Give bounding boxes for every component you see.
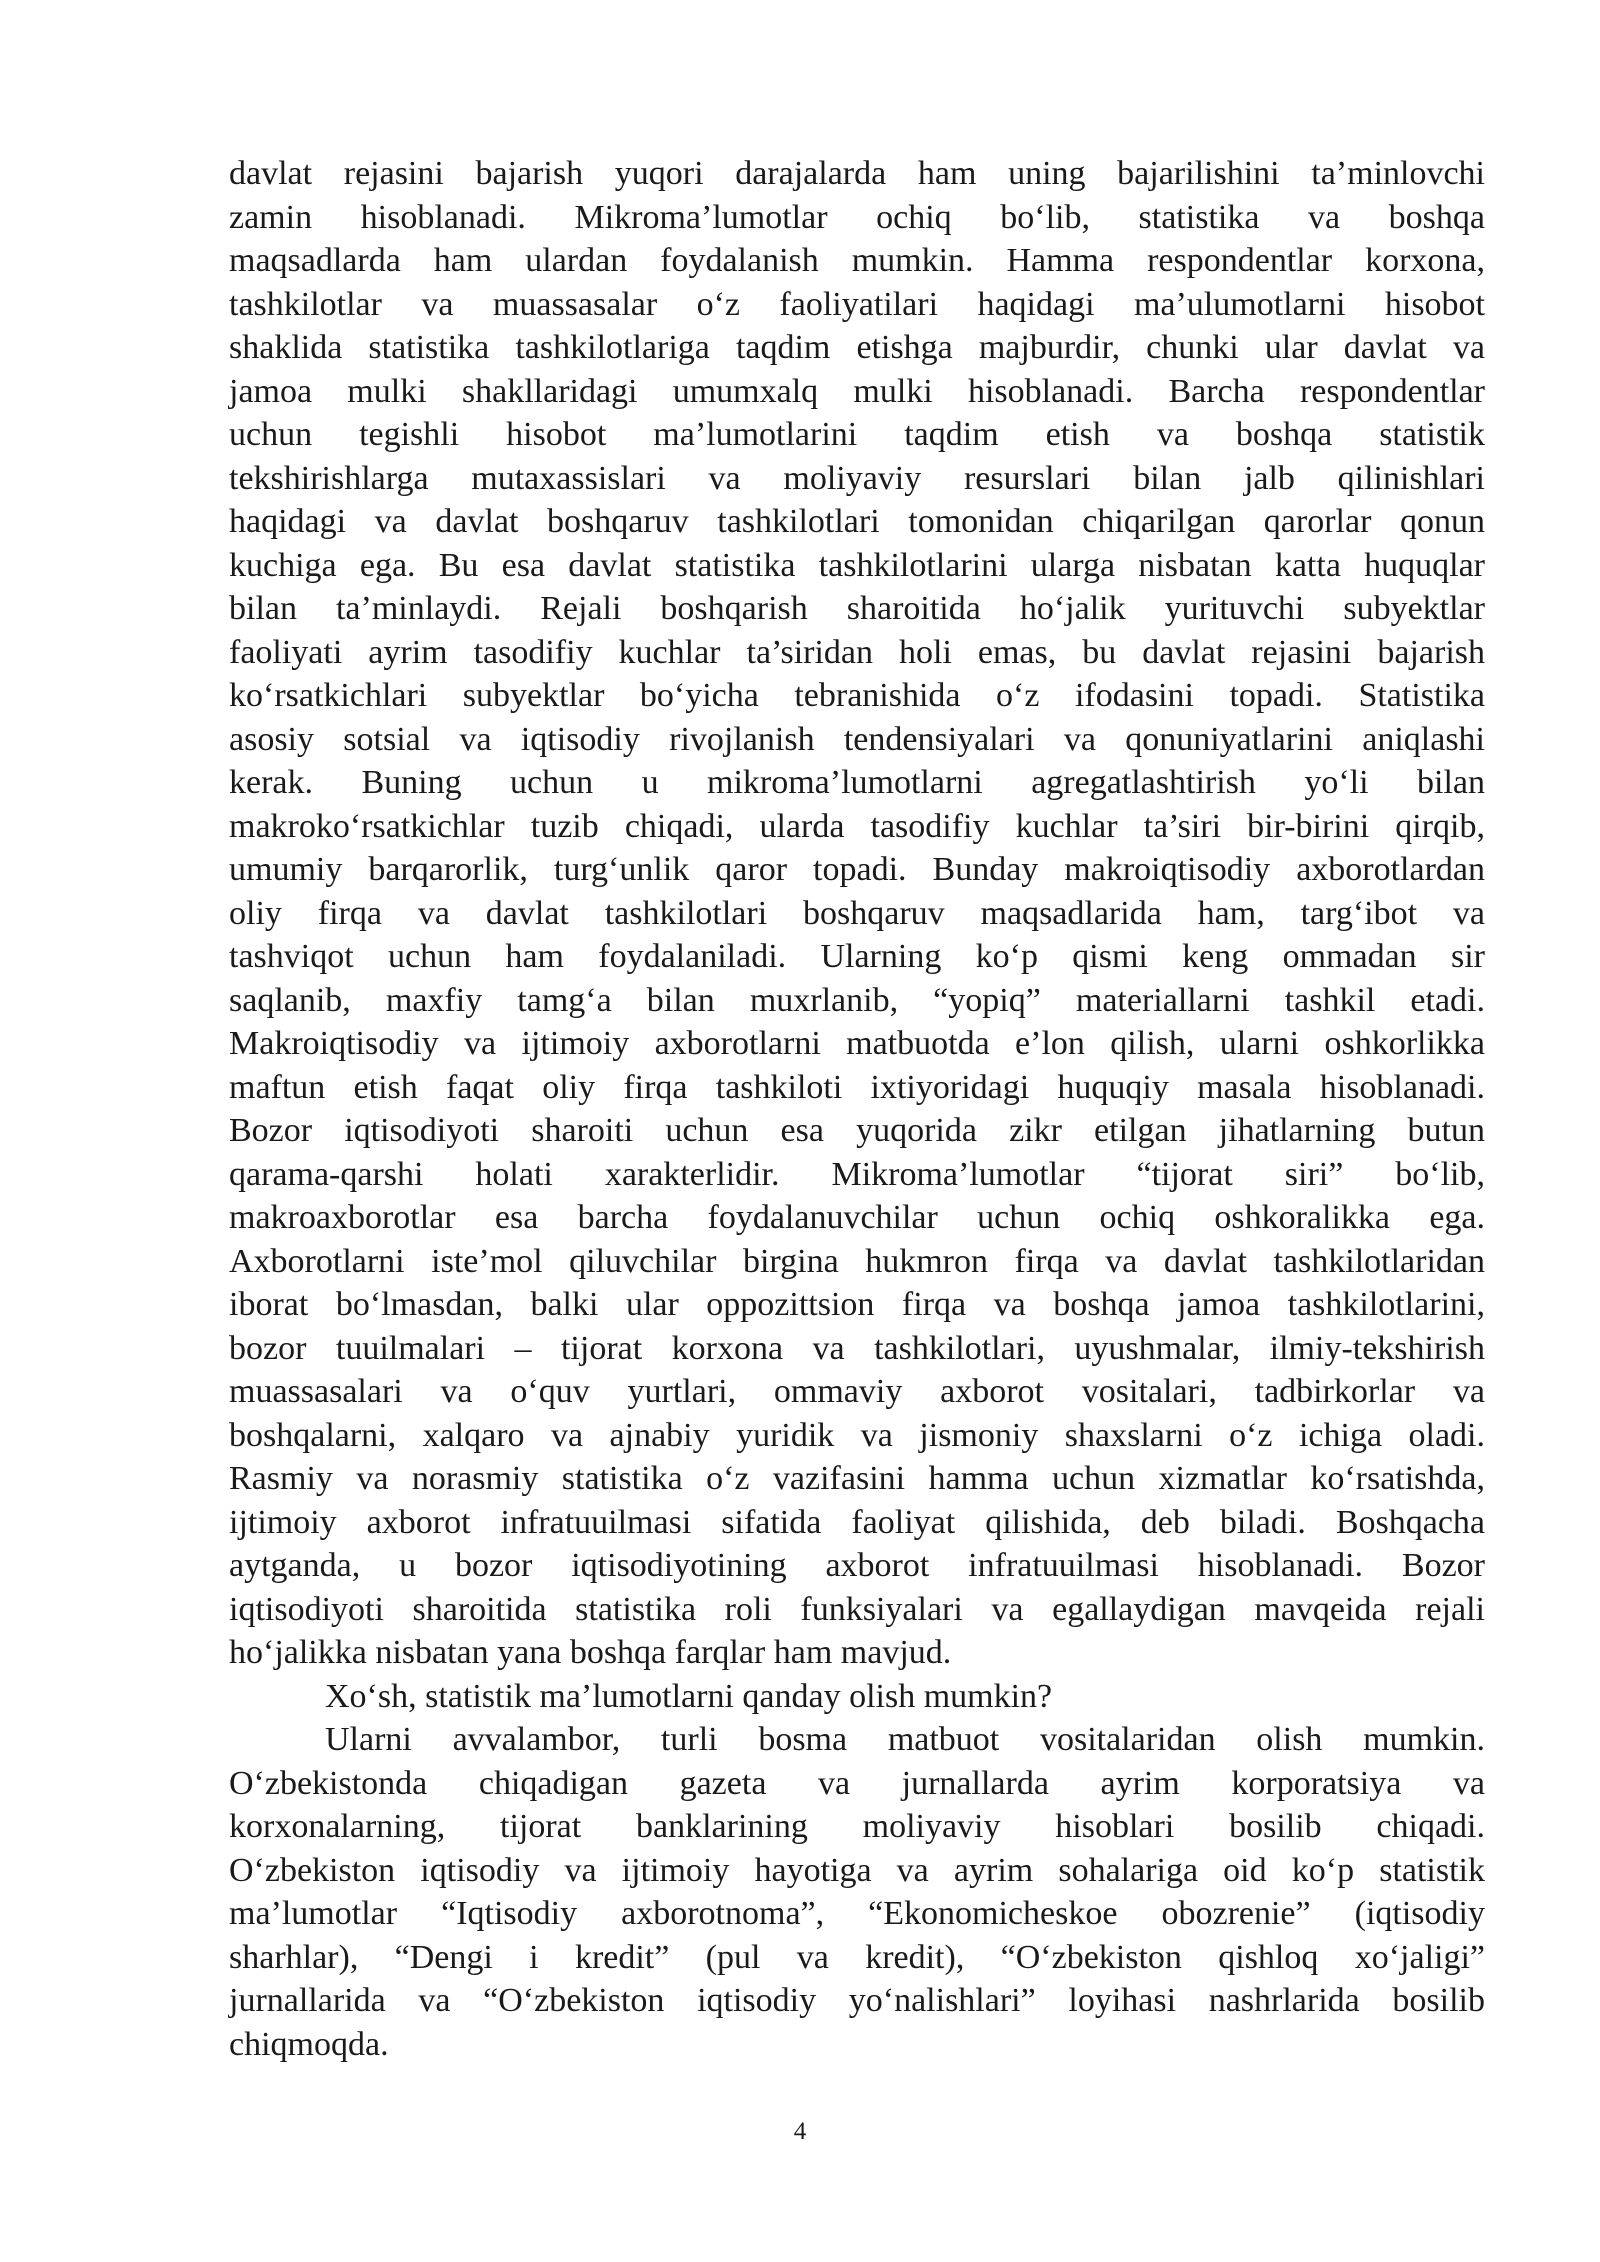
text-line: iborat bo‘lmasdan, balki ular oppozittsion firqa va boshqa jamoa tashkilotlarini, bbox=[229, 1286, 1485, 1323]
text-line: Axborotlarni iste’mol qiluvchilar birgina hukmron firqa va davlat tashkilotlaridan bbox=[229, 1242, 1485, 1280]
text-line: faoliyati ayrim tasodifiy kuchlar ta’siridan holi emas, bu davlat rejasini bajarish bbox=[229, 633, 1485, 671]
text-line: makroaxborotlar esa barcha foydalanuvchilar uchun ochiq oshkoralikka ega. bbox=[229, 1199, 1485, 1236]
text-line: O‘zbekiston iqtisodiy va ijtimoiy hayotiga va ayrim sohalariga oid ko‘p statistik bbox=[229, 1851, 1485, 1889]
text-line: bilan ta’minlaydi. Rejali boshqarish sharoitida ho‘jalik yurituvchi subyektlar bbox=[229, 590, 1485, 627]
text-line: asosiy sotsial va iqtisodiy rivojlanish tendensiyalari va qonuniyatlarini aniqlashi bbox=[229, 720, 1485, 758]
text-line: korxonalarning, tijorat banklarining moliyaviy hisoblari bosilib chiqadi. bbox=[229, 1808, 1485, 1845]
text-line: Ularni avvalambor, turli bosma matbuot vositalaridan olish mumkin. bbox=[325, 1721, 1485, 1758]
text-line: maftun etish faqat oliy firqa tashkiloti ixtiyoridagi huquqiy masala hisoblanadi. bbox=[229, 1068, 1485, 1106]
page-number: 4 bbox=[793, 2118, 807, 2145]
text-line: ijtimoiy axborot infratuuilmasi sifatida faoliyat qilishida, deb biladi. Boshqacha bbox=[229, 1503, 1485, 1541]
text-line: chiqmoqda. bbox=[229, 2025, 389, 2063]
text-line: muassasalari va o‘quv yurtlari, ommaviy axborot vositalari, tadbirkorlar va bbox=[229, 1373, 1485, 1410]
text-line: ma’lumotlar “Iqtisodiy axborotnoma”, “Ekonomicheskoe obozrenie” (iqtisodiy bbox=[229, 1895, 1485, 1932]
text-line: maqsadlarda ham ulardan foydalanish mumkin. Hamma respondentlar korxona, bbox=[229, 242, 1485, 279]
text-line: kerak. Buning uchun u mikroma’lumotlarni agregatlashtirish yo‘li bilan bbox=[229, 764, 1485, 801]
text-line: tashviqot uchun ham foydalaniladi. Ularning ko‘p qismi keng ommadan sir bbox=[229, 938, 1485, 975]
text-line: tekshirishlarga mutaxassislari va moliyaviy resurslari bilan jalb qilinishlari bbox=[229, 459, 1485, 497]
text-line: bozor tuuilmalari – tijorat korxona va tashkilotlari, uyushmalar, ilmiy-tekshirish bbox=[229, 1329, 1485, 1367]
text-line: Makroiqtisodiy va ijtimoiy axborotlarni matbuotda e’lon qilish, ularni oshkorlikka bbox=[229, 1025, 1485, 1062]
text-line: makroko‘rsatkichlar tuzib chiqadi, ularda tasodifiy kuchlar ta’siri bir-birini qirqib, bbox=[229, 807, 1485, 845]
text-line: boshqalarni, xalqaro va ajnabiy yuridik va jismoniy shaxslarni o‘z ichiga oladi. bbox=[229, 1416, 1485, 1454]
text-line: haqidagi va davlat boshqaruv tashkilotlari tomonidan chiqarilgan qarorlar qonun bbox=[229, 503, 1485, 540]
paragraph bbox=[229, 1675, 1485, 1719]
text-line: jamoa mulki shakllaridagi umumxalq mulki hisoblanadi. Barcha respondentlar bbox=[229, 372, 1485, 410]
text-line: jurnallarida va “O‘zbekiston iqtisodiy yo‘nalishlari” loyihasi nashrlarida bosilib bbox=[229, 1982, 1485, 2019]
text-line: saqlanib, maxfiy tamg‘a bilan muxrlanib, “yopiq” materiallarni tashkil etadi. bbox=[229, 981, 1485, 1019]
body-text bbox=[229, 152, 1485, 2066]
text-line: qarama-qarshi holati xarakterlidir. Mikroma’lumotlar “tijorat siri” bo‘lib, bbox=[229, 1155, 1485, 1193]
text-line: umumiy barqarorlik, turg‘unlik qaror topadi. Bunday makroiqtisodiy axborotlardan bbox=[229, 851, 1485, 888]
text-line: oliy firqa va davlat tashkilotlari boshqaruv maqsadlarida ham, targ‘ibot va bbox=[229, 894, 1485, 932]
text-line: kuchiga ega. Bu esa davlat statistika tashkilotlarini ularga nisbatan katta huquqlar bbox=[229, 546, 1485, 584]
text-line: shaklida statistika tashkilotlariga taqdim etishga majburdir, chunki ular davlat va bbox=[229, 329, 1485, 366]
paragraph bbox=[229, 1718, 1485, 2066]
text-line: iqtisodiyoti sharoitida statistika roli funksiyalari va egallaydigan mavqeida rejali bbox=[229, 1590, 1485, 1628]
paragraph bbox=[229, 152, 1485, 1675]
text-line: Bozor iqtisodiyoti sharoiti uchun esa yuqorida zikr etilgan jihatlarning butun bbox=[229, 1112, 1485, 1149]
text-line: O‘zbekistonda chiqadigan gazeta va jurnallarda ayrim korporatsiya va bbox=[229, 1764, 1485, 1802]
text-line: Rasmiy va norasmiy statistika o‘z vazifasini hamma uchun xizmatlar ko‘rsatishda, bbox=[229, 1460, 1485, 1497]
text-line: davlat rejasini bajarish yuqori darajalarda ham uning bajarilishini ta’minlovchi bbox=[229, 155, 1485, 192]
text-line: uchun tegishli hisobot ma’lumotlarini taqdim etish va boshqa statistik bbox=[229, 416, 1485, 453]
text-line: Xo‘sh, statistik ma’lumotlarni qanday olish mumkin? bbox=[325, 1677, 1053, 1715]
text-line: zamin hisoblanadi. Mikroma’lumotlar ochiq bo‘lib, statistika va boshqa bbox=[229, 198, 1485, 236]
text-line: ho‘jalikka nisbatan yana boshqa farqlar ham mavjud. bbox=[229, 1634, 952, 1671]
text-line: tashkilotlar va muassasalar o‘z faoliyatilari haqidagi ma’ulumotlarni hisobot bbox=[229, 285, 1485, 323]
text-line: ko‘rsatkichlari subyektlar bo‘yicha tebranishida o‘z ifodasini topadi. Statistika bbox=[229, 677, 1485, 714]
text-line: aytganda, u bozor iqtisodiyotining axborot infratuuilmasi hisoblanadi. Bozor bbox=[229, 1547, 1485, 1584]
text-line: sharhlar), “Dengi i kredit” (pul va kredit), “O‘zbekiston qishloq xo‘jaligi” bbox=[229, 1938, 1485, 1976]
